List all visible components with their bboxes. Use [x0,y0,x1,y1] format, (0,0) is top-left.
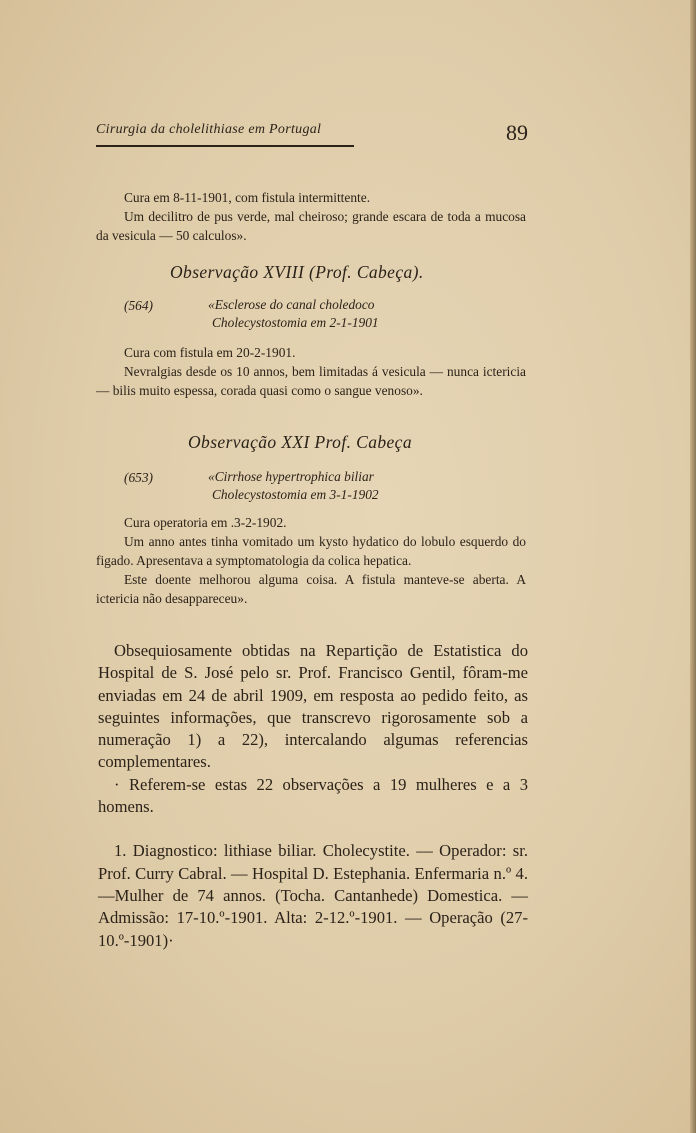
text-paragraph: Nevralgias desde os 10 annos, bem limitadas á vesicula — nunca ictericia — bilis muito espessa, corada quasi como o sangue venoso». [96,364,526,398]
case-1-paragraph: 1. Diagnostico: lithiase biliar. Cholecystite. — Operador: sr. Prof. Curry Cabral. — Hospital D. Estephania. Enfermaria n.º 4.—Mulher de 74 annos. (Tocha. Cantanhede) Domestica. — Admissão: 17-10.º-1901. Alta: 2-12.º-1901. — Operação (27-10.º-1901)· [98,841,528,950]
observation-18-title: Observação XVIII (Prof. Cabeça). [170,262,424,282]
text-paragraph: Obsequiosamente obtidas na Repartição de Estatistica do Hospital de S. José pelo sr. Prof. Francisco Gentil, fôram-me enviadas em 24 de abril 1909, em resposta ao pedido feito, as seguintes informações, que transcrevo rigorosamente sob a numeração 1) a 22), intercalando algumas referencias complementares. [98,641,528,772]
procedure-line: Cholecystostomia em 2-1-1901 [212,315,379,330]
case-continuation [96,188,526,245]
diagnosis-line: «Cirrhose hypertrophica biliar [208,469,374,484]
page-number: 89 [506,120,528,145]
procedure-line: Cholecystostomia em 3-1-1902 [212,487,379,502]
running-title: Cirurgia da cholelithiase em Portugal [96,122,322,137]
text-line: Cura operatoria em .3-2-1902. [124,515,287,530]
observation-21-text [96,513,526,608]
diagnosis-line: «Esclerose do canal choledoco [208,297,375,312]
header-rule [96,145,354,147]
text-paragraph: · Referem-se estas 22 observações a 19 mulheres e a 3 homens. [98,774,528,817]
text-paragraph: Um anno antes tinha vomitado um kysto hydatico do lobulo esquerdo do figado. Apresentava a symptomatologia da colica hepatica. [96,534,526,568]
observation-18-ref: (564) [124,298,154,313]
observation-21-diagnosis [208,468,379,504]
page-edge-shadow [690,0,696,1133]
text-paragraph: Um decilitro de pus verde, mal cheiroso; grande escara de toda a mucosa da vesicula — 50 calculos». [96,209,526,243]
text-line: Cura com fistula em 20-2-1901. [124,345,296,360]
text-line: Cura em 8-11-1901, com fistula intermittente. [124,190,371,205]
observation-18-diagnosis [208,296,379,332]
text-paragraph: Este doente melhorou alguma coisa. A fistula manteve-se aberta. A ictericia não desappareceu». [96,572,526,606]
observation-18-text [96,343,526,400]
main-text [98,640,528,952]
observation-21-title: Observação XXI Prof. Cabeça [188,432,412,452]
observation-21-ref: (653) [124,470,154,485]
